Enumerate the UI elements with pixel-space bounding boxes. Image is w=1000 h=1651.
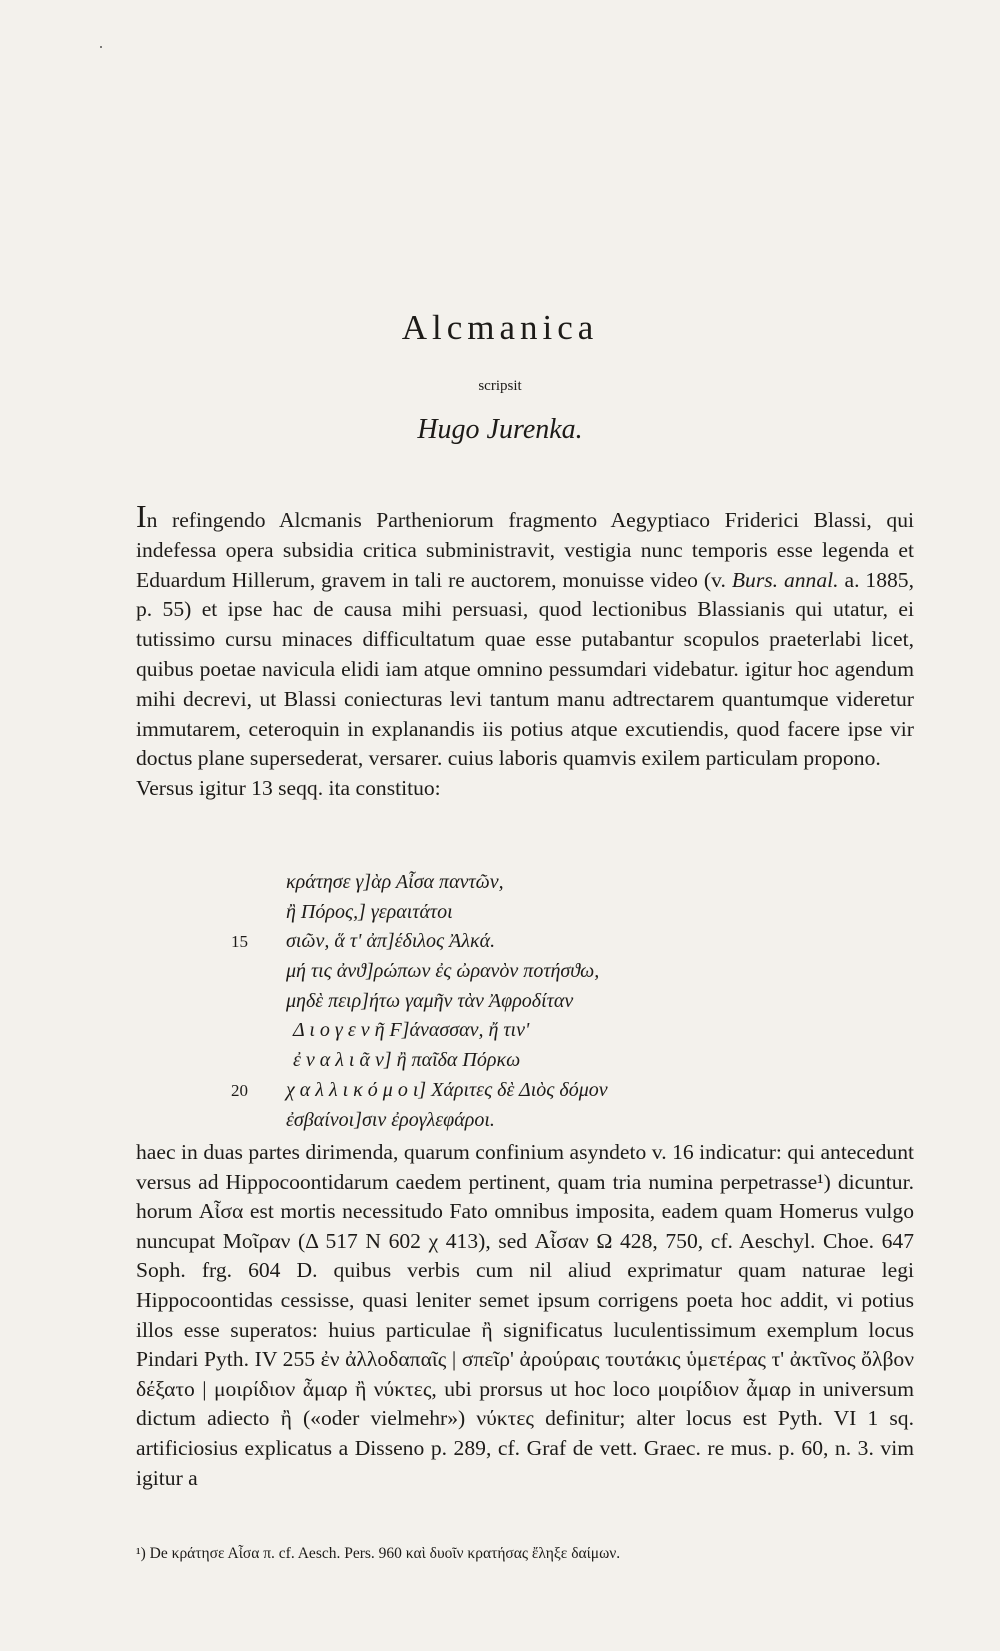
verse-text: ἢ Πόρος,] γεραιτάτοι: [286, 900, 453, 923]
citation-italic: Burs. annal.: [731, 567, 839, 592]
verse-line: [136, 1076, 914, 1106]
verse-text: μή τις ἀνϑ]ρώπων ἐς ὠρανὸν ποτήσϑω,: [286, 960, 600, 983]
verse-line: [136, 1016, 914, 1046]
verse-text: χ α λ λ ι κ ό μ ο ι] Χάριτες δὲ Διὸς δόμον: [286, 1078, 608, 1101]
ink-speck: [100, 46, 102, 48]
verse-line: [136, 987, 914, 1017]
verse-text: Δ ι ο γ ε ν ῆ Ϝ]άνασσαν, ἤ τιν': [293, 1019, 530, 1042]
verse-text: ἐσβαίνοι]σιν ἐρογλεφάροι.: [286, 1108, 495, 1131]
verse-line: [136, 957, 914, 987]
author-name: Hugo Jurenka.: [417, 414, 583, 445]
byline-label: scripsit: [478, 378, 522, 394]
greek-verse-block: [136, 868, 914, 1135]
paragraph-3-text: haec in duas partes dirimenda, quarum confinium asyndeto v. 16 indicatur: qui antecedunt versus ad Hippocoontidarum caedem pertinent, quam tria numina perpetrasse¹) dicuntur. horum Αἶσα est mortis necessitudo Fato omnibus imposita, eadem quam Homerus vulgo nuncupat Μοῖραν (Δ 517 Ν 602 χ 413), sed Αἶσαν Ω 428, 750, cf. Aeschyl. Choe. 647 Soph. frg. 604 D. quibus verbis cum nil aliud exprimatur quam naturae legi Hippocoontidas cessisse, quasi leniter semet ipsum corrigens poeta hoc addit, vi potius illos esse superatos: huius particulae ἢ significatus luculentissimum exemplum locus Pindari Pyth. IV 255 ἐν ἀλλοδαπαῖς | σπεῖρ' ἀρούραις τουτάκις ὑμετέρας τ' ἀκτῖνος ὄλβον δέξατο | μοιρίδιον ἆμαρ ἢ νύκτες, ubi prorsus ut hoc loco μοιρίδιον ἆμαρ in universum dictum adiecto ἢ («oder vielmehr») νύκτες definitur; alter locus est Pyth. VI 1 sq. artificiosius explicatus a Disseno p. 289, cf. Graf de vett. Graec. re mus. p. 60, n. 3. vim igitur a: [136, 1140, 914, 1490]
footnote: ¹) De κράτησε Αἶσα π. cf. Aesch. Pers. 960 καὶ δυοῖν κρατήσας ἔληξε δαίμων.: [136, 1545, 621, 1562]
verse-line: [136, 927, 914, 957]
paragraph-3: [136, 1138, 914, 1493]
verse-text: μηδὲ πειρ]ήτω γαμῆν τὰν Ἀφροδίταν: [286, 989, 574, 1012]
verse-number: 15: [231, 932, 248, 952]
verse-text: ἐ ν α λ ι ᾶ ν] ἢ παῖδα Πόρκω: [293, 1049, 521, 1072]
drop-initial: I: [136, 498, 147, 534]
verse-line: [136, 898, 914, 928]
article-title: Alcmanica: [401, 308, 599, 347]
paragraph-2-intro: Versus igitur 13 seqq. ita constituo:: [136, 776, 441, 801]
paragraph-1-text-a: n refingendo Alcmanis Partheniorum fragmento Aegyptiaco Friderici Blassi, qui indefessa opera subsidia critica subministravit, vestigia nunc temporis esse legenda et Eduardum Hillerum, gravem in tali re auctorem, monuisse video (v.: [136, 508, 914, 592]
paragraph-1: [136, 500, 914, 804]
paragraph-1-text-b: a. 1885, p. 55) et ipse hac de causa mihi persuasi, quod lectionibus Blassianis qui utatur, ei tutissimo cursu minaces difficultatum quae esse putabantur scopulos praeterlabi licet, quibus poetae navicula elidi iam atque omnino pessumdari videbatur. igitur hoc agendum mihi decrevi, ut Blassi coniecturas levi tantum manu adtrectarem quantumque videretur immutarem, ceteroquin in explanandis iis potius atque excutiendis, quod facere ipse vir doctus plane supersederat, versarer. cuius laboris quamvis exilem particulam propono.: [136, 567, 914, 771]
verse-line: [136, 1106, 914, 1136]
verse-text: σιῶν, ἅ τ' ἀπ]έδιλος Ἀλκά.: [286, 930, 496, 953]
verse-line: [136, 1046, 914, 1076]
verse-text: κράτησε γ]ὰρ Αἶσα παντῶν,: [286, 871, 504, 893]
verse-line: [136, 868, 914, 898]
verse-number: 20: [231, 1080, 248, 1100]
